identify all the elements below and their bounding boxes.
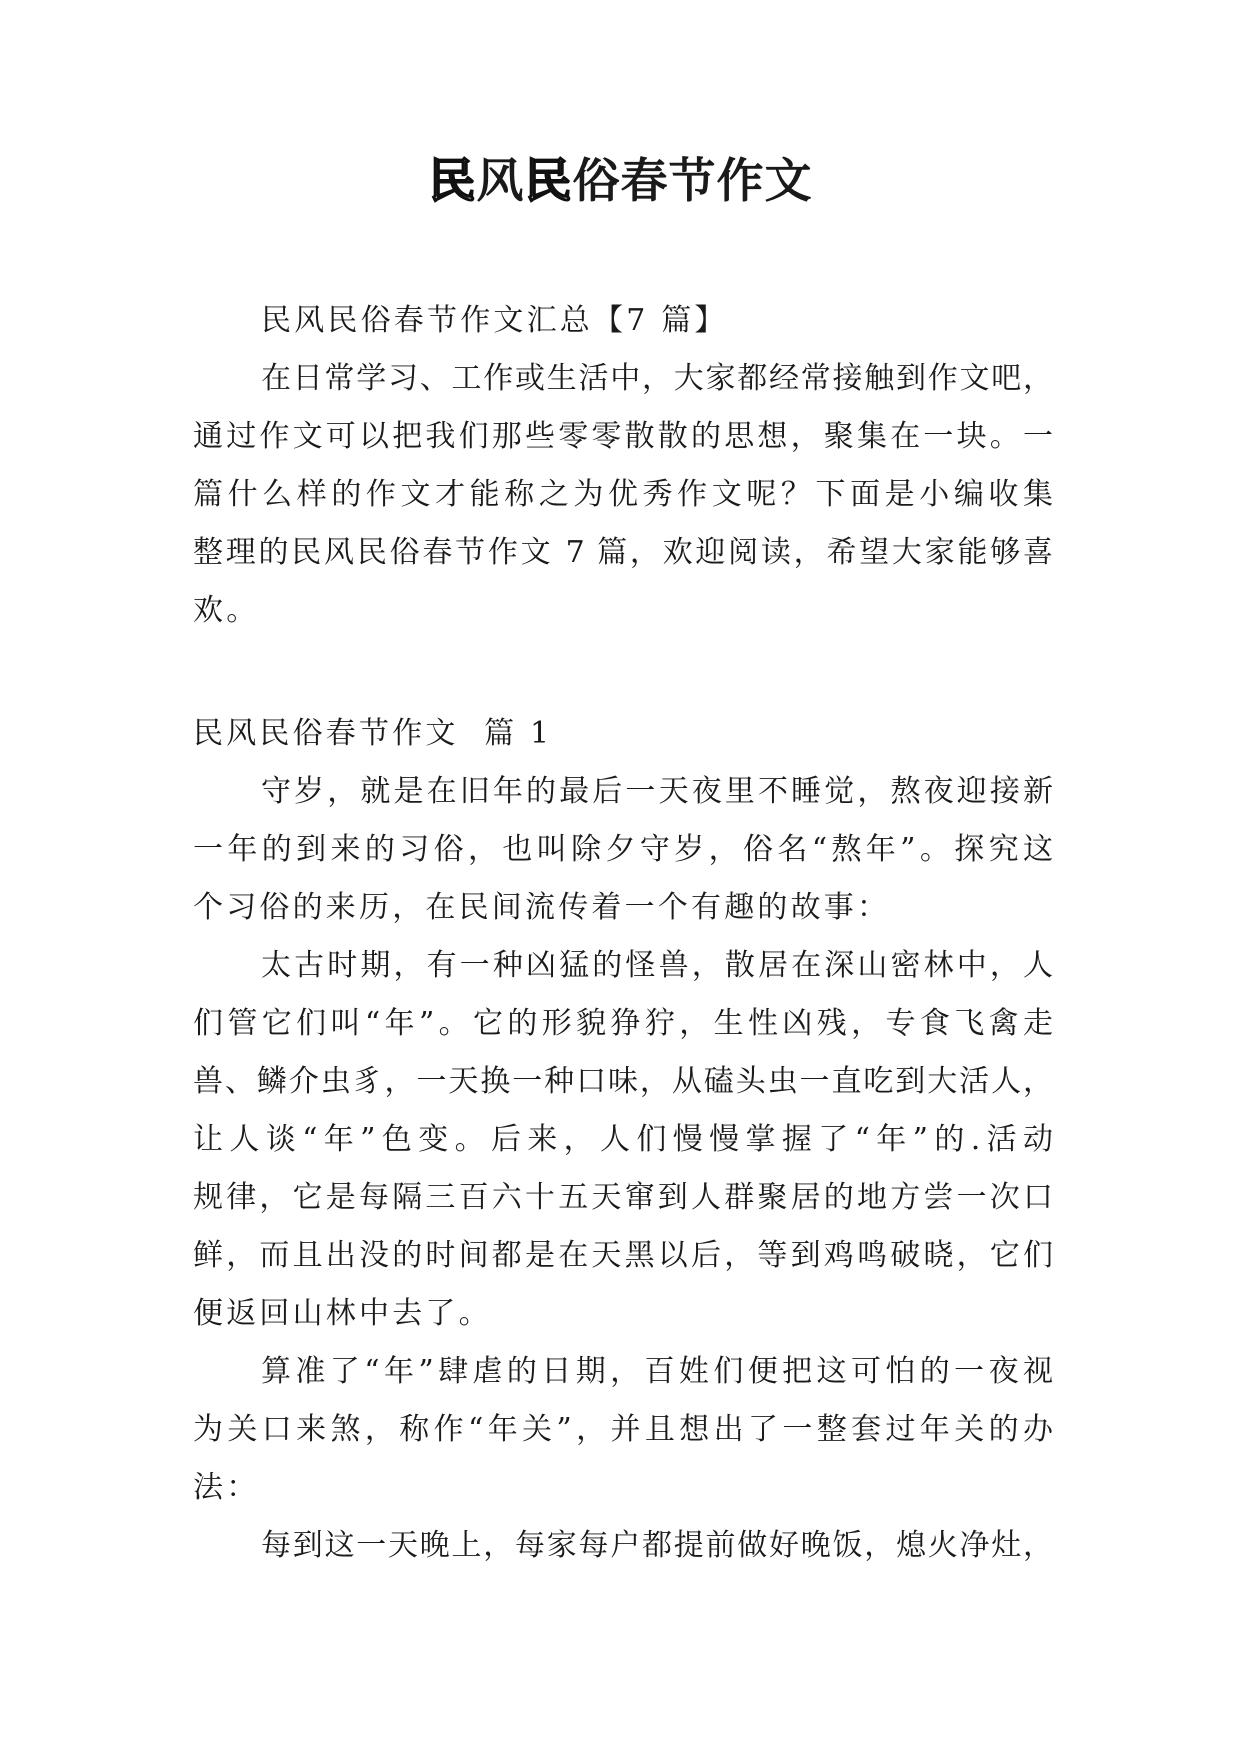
para3-line-1: 算准了“年”肆虐的日期，百姓们便把这可怕的一夜视 — [261, 1354, 1053, 1389]
para3-line-3: 法： — [193, 1470, 260, 1505]
para2-line-4: 让人谈“年”色变。后来，人们慢慢掌握了“年”的.活动 — [193, 1122, 1053, 1157]
section-heading-1: 民风民俗春节作文 篇 1 — [193, 716, 553, 751]
title-char-plain-1: 风 — [476, 154, 525, 209]
para2-line-1: 太古时期，有一种凶猛的怪兽，散居在深山密林中，人 — [261, 948, 1053, 983]
para1-line-1: 守岁，就是在旧年的最后一天夜里不睡觉，熬夜迎接新 — [261, 774, 1053, 809]
para2-line-6: 鲜，而且出没的时间都是在天黑以后，等到鸡鸣破晓，它们 — [193, 1238, 1053, 1273]
para4-line-1: 每到这一天晚上，每家每户都提前做好晚饭，熄火净灶， — [261, 1528, 1053, 1563]
document-title — [0, 152, 1241, 212]
intro-line-1: 在日常学习、工作或生活中，大家都经常接触到作文吧， — [261, 361, 1053, 396]
intro-line-4: 整理的民风民俗春节作文 7 篇，欢迎阅读，希望大家能够喜 — [193, 535, 1053, 570]
intro-line-2: 通过作文可以把我们那些零零散散的思想，聚集在一块。一 — [193, 419, 1053, 454]
document-body — [193, 292, 1053, 1575]
para2-line-7: 便返回山林中去了。 — [193, 1296, 492, 1331]
intro-heading: 民风民俗春节作文汇总【7 篇】 — [261, 303, 728, 338]
para1-line-2: 一年的到来的习俗，也叫除夕守岁，俗名“熬年”。探究这 — [193, 832, 1053, 867]
section-gap — [193, 640, 1053, 705]
para2-line-2: 们管它们叫“年”。它的形貌狰狞，生性凶残，专食飞禽走 — [193, 1006, 1053, 1041]
intro-line-5: 欢。 — [193, 593, 260, 628]
title-rest: 俗春节作文 — [572, 154, 813, 209]
para2-line-5: 规律，它是每隔三百六十五天窜到人群聚居的地方尝一次口 — [193, 1180, 1053, 1215]
title-char-outline-2: 民 — [524, 154, 573, 209]
title-char-outline-1: 民 — [428, 154, 477, 209]
para3-line-2: 为关口来煞，称作“年关”，并且想出了一整套过年关的办 — [193, 1412, 1053, 1447]
para1-line-3: 个习俗的来历，在民间流传着一个有趣的故事： — [193, 890, 891, 925]
intro-line-3: 篇什么样的作文才能称之为优秀作文呢？下面是小编收集 — [193, 477, 1053, 512]
para2-line-3: 兽、鳞介虫豸，一天换一种口味，从磕头虫一直吃到大活人， — [193, 1064, 1053, 1099]
